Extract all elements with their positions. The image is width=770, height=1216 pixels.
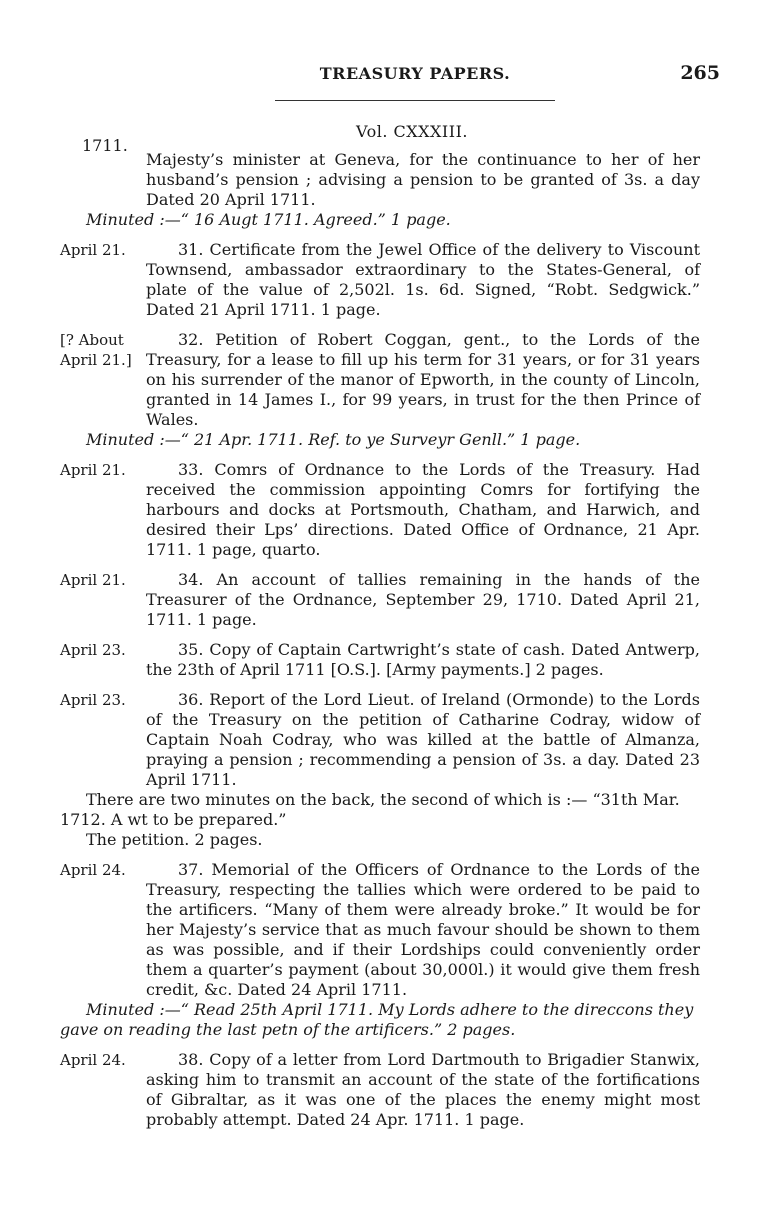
running-head: TREASURY PAPERS. xyxy=(319,64,511,83)
entry-text: Majesty’s minister at Geneva, for the continuance to her of her husband’s pension ; advising a pension to be granted of 3s. a day Dated 20 April 1711. xyxy=(146,150,700,209)
year-label: 1711. xyxy=(82,136,128,155)
entry-date: April 24. xyxy=(60,861,126,879)
entry-minute: Minuted :—“ 21 Apr. 1711. Ref. to ye Surveyr Genll.” 1 page. xyxy=(86,430,581,449)
entry-32 xyxy=(60,330,700,450)
entry-minute: There are two minutes on the back, the second of which is :— “31th Mar. 1712. A wt to be prepared.” xyxy=(60,790,680,829)
page-number: 265 xyxy=(680,62,720,84)
entry-date: April 24. xyxy=(60,1051,126,1069)
entry-text: 35. Copy of Captain Cartwright’s state of cash. Dated Antwerp, the 23th of April 1711 [O.S.]. [Army payments.] 2 pages. xyxy=(146,640,700,679)
entry-text: 33. Comrs of Ordnance to the Lords of the Treasury. Had received the commission appointing Comrs for fortifying the harbours and docks at Portsmouth, Chatham, and Harwich, and desired their Lps’ directions. Dated Office of Ordnance, 21 Apr. 1711. 1 page, quarto. xyxy=(146,460,700,559)
entry-date: April 21. xyxy=(60,461,126,479)
entry-minute: Minuted :—“ 16 Augt 1711. Agreed.” 1 page. xyxy=(86,210,451,229)
entry-date: April 23. xyxy=(60,691,126,709)
volume-heading: Vol. CXXXIII. xyxy=(356,122,468,141)
entry-38 xyxy=(60,1050,700,1130)
entry-text: 37. Memorial of the Officers of Ordnance to the Lords of the Treasury, respecting the tallies which were ordered to be paid to the artificers. “Many of them were already broke.” It would be for her Majesty’s service that as much favour should be shown to them as was possible, and if their Lordships could conveniently order them a quarter’s payment (about 30,000l.) it would give them fresh credit, &c. Dated 24 April 1711. xyxy=(146,860,700,999)
entry-35 xyxy=(60,640,700,680)
entry-31 xyxy=(60,240,700,320)
entry-36 xyxy=(60,690,700,850)
entry-date: April 23. xyxy=(60,641,126,659)
header-rule xyxy=(275,100,555,101)
entries-list xyxy=(60,150,700,1140)
entry-text: 36. Report of the Lord Lieut. of Ireland (Ormonde) to the Lords of the Treasury on the petition of Catharine Codray, widow of Captain Noah Codray, who was killed at the battle of Almanza, praying a pension ; recommending a pension of 3s. a day. Dated 23 April 1711. xyxy=(146,690,700,789)
entry-text: 32. Petition of Robert Coggan, gent., to the Lords of the Treasury, for a lease to fill up his term for 31 years, or for 31 years on his surrender of the manor of Epworth, in the county of Lincoln, granted in 14 James I., for 99 years, in trust for the then Prince of Wales. xyxy=(146,330,700,429)
entry-extra: The petition. 2 pages. xyxy=(86,830,263,849)
entry-text: 34. An account of tallies remaining in the hands of the Treasurer of the Ordnance, September 29, 1710. Dated April 21, 1711. 1 page. xyxy=(146,570,700,629)
entry-minute: Minuted :—“ Read 25th April 1711. My Lords adhere to the direccons they gave on reading the last petn of the artificers.” 2 pages. xyxy=(60,1000,694,1039)
entry-date: April 21. xyxy=(60,571,126,589)
entry-date: [? About April 21.] xyxy=(60,331,132,369)
entry-33 xyxy=(60,460,700,560)
entry-30-continued xyxy=(60,150,700,230)
entry-34 xyxy=(60,570,700,630)
entry-date: April 21. xyxy=(60,241,126,259)
entry-text: 38. Copy of a letter from Lord Dartmouth to Brigadier Stanwix, asking him to transmit an account of the state of the fortifications of Gibraltar, as it was one of the places the enemy might most probably attempt. Dated 24 Apr. 1711. 1 page. xyxy=(146,1050,700,1129)
entry-text: 31. Certificate from the Jewel Office of the delivery to Viscount Townsend, ambassador extraordinary to the States-General, of plate of the value of 2,502l. 1s. 6d. Signed, “Robt. Sedgwick.” Dated 21 April 1711. 1 page. xyxy=(146,240,700,319)
entry-37 xyxy=(60,860,700,1040)
